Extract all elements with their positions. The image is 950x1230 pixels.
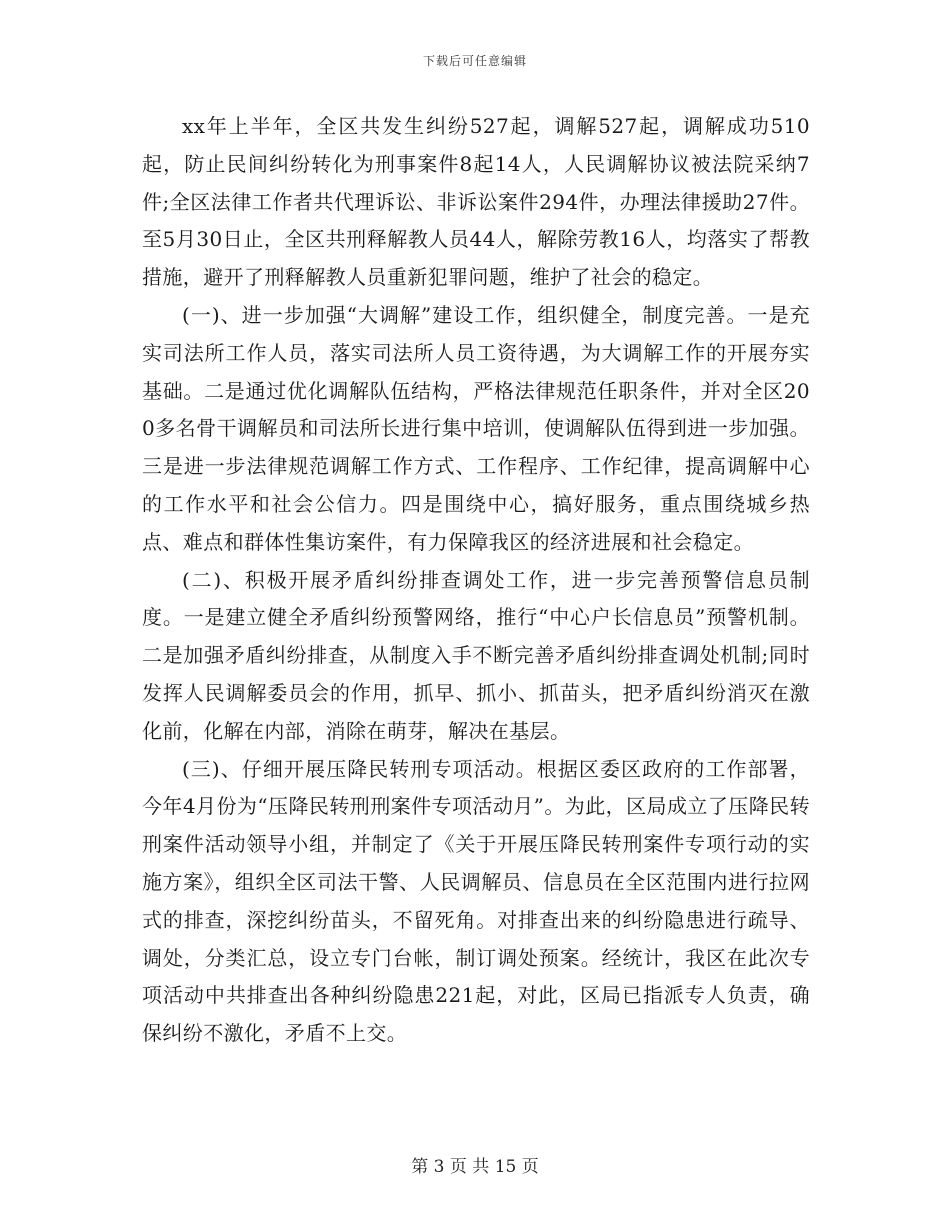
paragraph-section-2: (二)、积极开展矛盾纠纷排查调处工作，进一步完善预警信息员制度。一是建立健全矛盾纠纷预警网络，推行“中心户长信息员”预警机制。二是加强矛盾纠纷排查，从制度入手不断完善矛盾纠纷排查调处机制;同时发挥人民调解委员会的作用，抓早、抓小、抓苗头，把矛盾纠纷消灭在激化前，化解在内部，消除在萌芽，解决在基层。 — [142, 567, 810, 743]
paragraph-summary: xx年上半年，全区共发生纠纷527起，调解527起，调解成功510起，防止民间纠纷转化为刑事案件8起14人，人民调解协议被法院采纳7件;全区法律工作者共代理诉讼、非诉讼案件294件，办理法律援助27件。至5月30日止，全区共刑释解教人员44人，解除劳教16人，均落实了帮教措施，避开了刑释解教人员重新犯罪问题，维护了社会的稳定。 — [142, 114, 810, 290]
paragraph-section-1: (一)、进一步加强“大调解”建设工作，组织健全，制度完善。一是充实司法所工作人员，落实司法所人员工资待遇，为大调解工作的开展夯实基础。二是通过优化调解队伍结构，严格法律规范任职条件，并对全区200多名骨干调解员和司法所长进行集中培训，使调解队伍得到进一步加强。三是进一步法律规范调解工作方式、工作程序、工作纪律，提高调解中心的工作水平和社会公信力。四是围绕中心，搞好服务，重点围绕城乡热点、难点和群体性集访案件，有力保障我区的经济进展和社会稳定。 — [142, 302, 810, 554]
page-header: 下载后可任意编辑 — [422, 54, 527, 68]
document-body — [142, 108, 810, 1053]
paragraph-section-3: (三)、仔细开展压降民转刑专项活动。根据区委区政府的工作部署，今年4月份为“压降民转刑刑案件专项活动月”。为此，区局成立了压降民转刑案件活动领导小组，并制定了《关于开展压降民转刑案件专项行动的实施方案》，组织全区司法干警、人民调解员、信息员在全区范围内进行拉网式的排查，深挖纠纷苗头，不留死角。对排查出来的纠纷隐患进行疏导、调处，分类汇总，设立专门台帐，制订调处预案。经统计，我区在此次专项活动中共排查出各种纠纷隐患221起，对此，区局已指派专人负责，确保纠纷不激化，矛盾不上交。 — [142, 756, 810, 1046]
page-footer: 第 3 页 共 15 页 — [411, 1157, 539, 1177]
